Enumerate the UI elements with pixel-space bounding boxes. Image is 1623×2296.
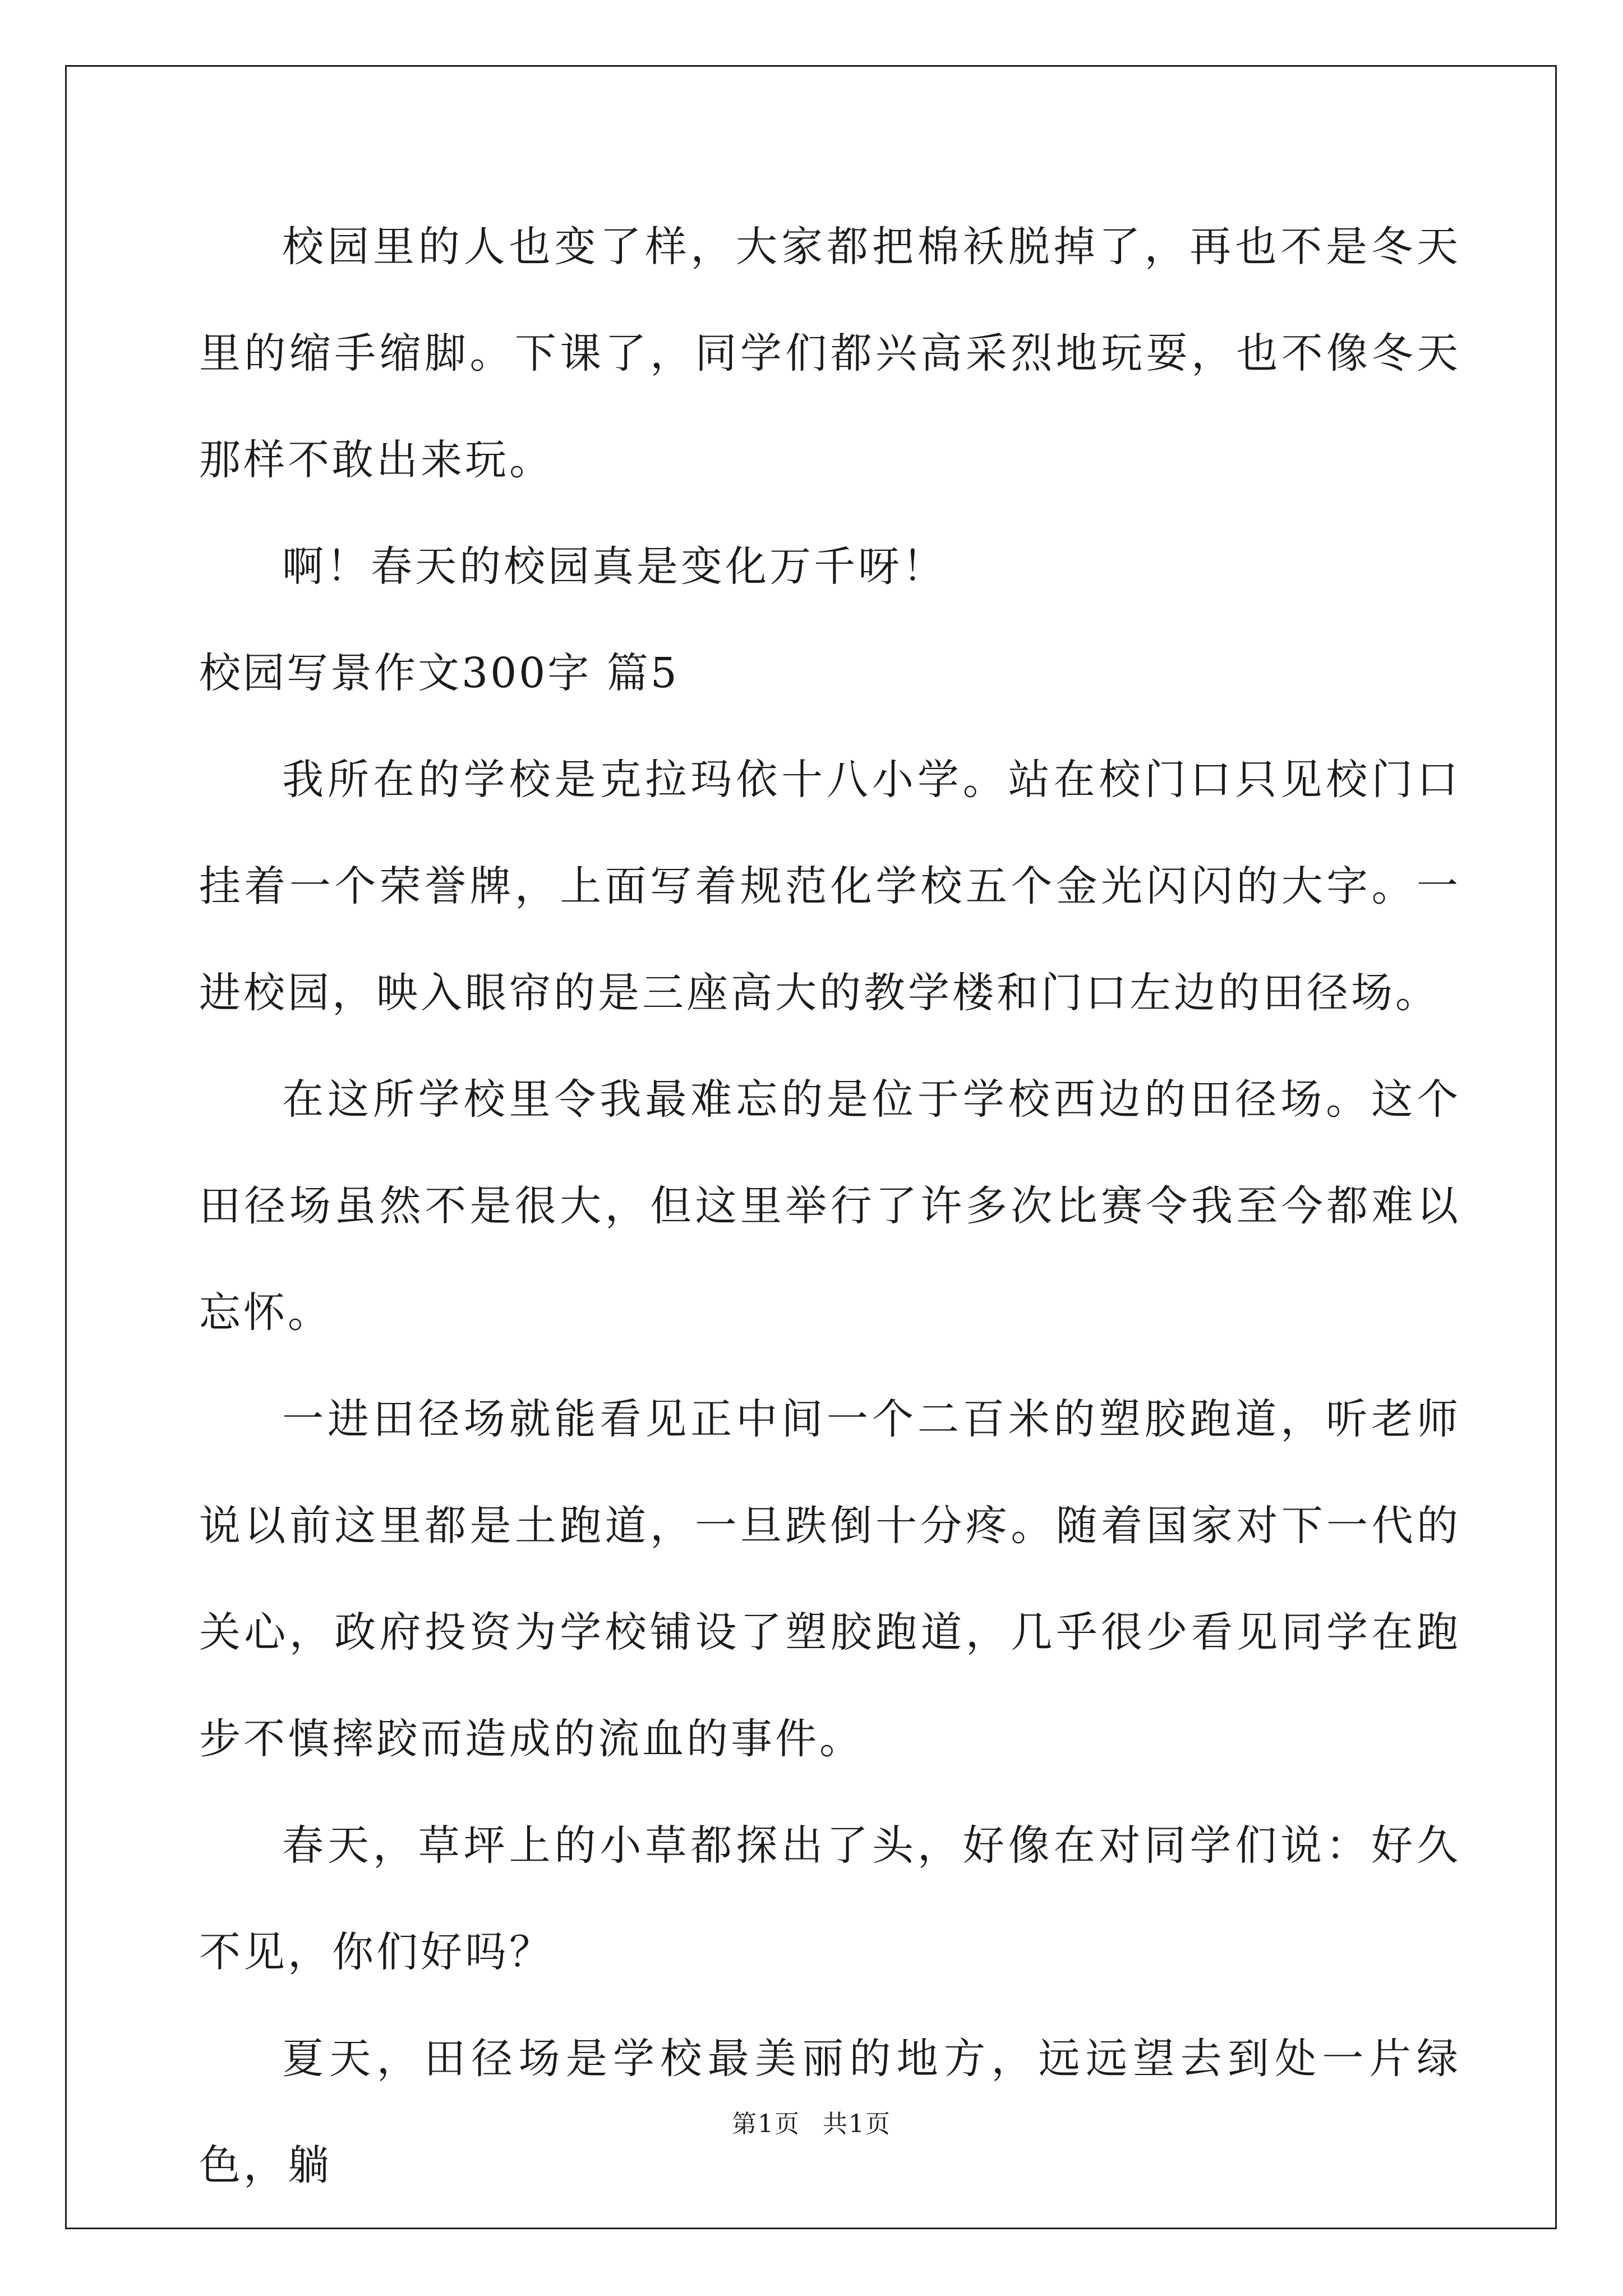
paragraph: 在这所学校里令我最难忘的是位于学校西边的田径场。这个田径场虽然不是很大，但这里举行了许多次比赛令我至今都难以忘怀。 [199,1075,1461,1337]
page-number: 第1页 [732,2110,800,2138]
page-total: 共1页 [823,2110,891,2138]
page-footer [0,2104,1623,2139]
paragraph: 我所在的学校是克拉玛依十八小学。站在校门口只见校门口挂着一个荣誉牌，上面写着规范化学校五个金光闪闪的大字。一进校园，映入眼帘的是三座高大的教学楼和门口左边的田径场。 [199,756,1461,1017]
document-body [199,194,1461,2219]
section-heading: 校园写景作文300字 篇5 [199,649,679,697]
paragraph: 春天，草坪上的小草都探出了头，好像在对同学们说：好久不见，你们好吗？ [199,1821,1461,1976]
paragraph: 啊！春天的校园真是变化万千呀！ [282,542,947,591]
paragraph: 校园里的人也变了样，大家都把棉袄脱掉了，再也不是冬天里的缩手缩脚。下课了，同学们都兴高采烈地玩耍，也不像冬天那样不敢出来玩。 [199,223,1461,484]
paragraph: 夏天，田径场是学校最美丽的地方，远远望去到处一片绿色，躺 [199,2035,1461,2189]
paragraph: 一进田径场就能看见正中间一个二百米的塑胶跑道，听老师说以前这里都是土跑道，一旦跌倒十分疼。随着国家对下一代的关心，政府投资为学校铺设了塑胶跑道，几乎很少看见同学在跑步不慎摔跤而造成的流血的事件。 [199,1395,1461,1763]
